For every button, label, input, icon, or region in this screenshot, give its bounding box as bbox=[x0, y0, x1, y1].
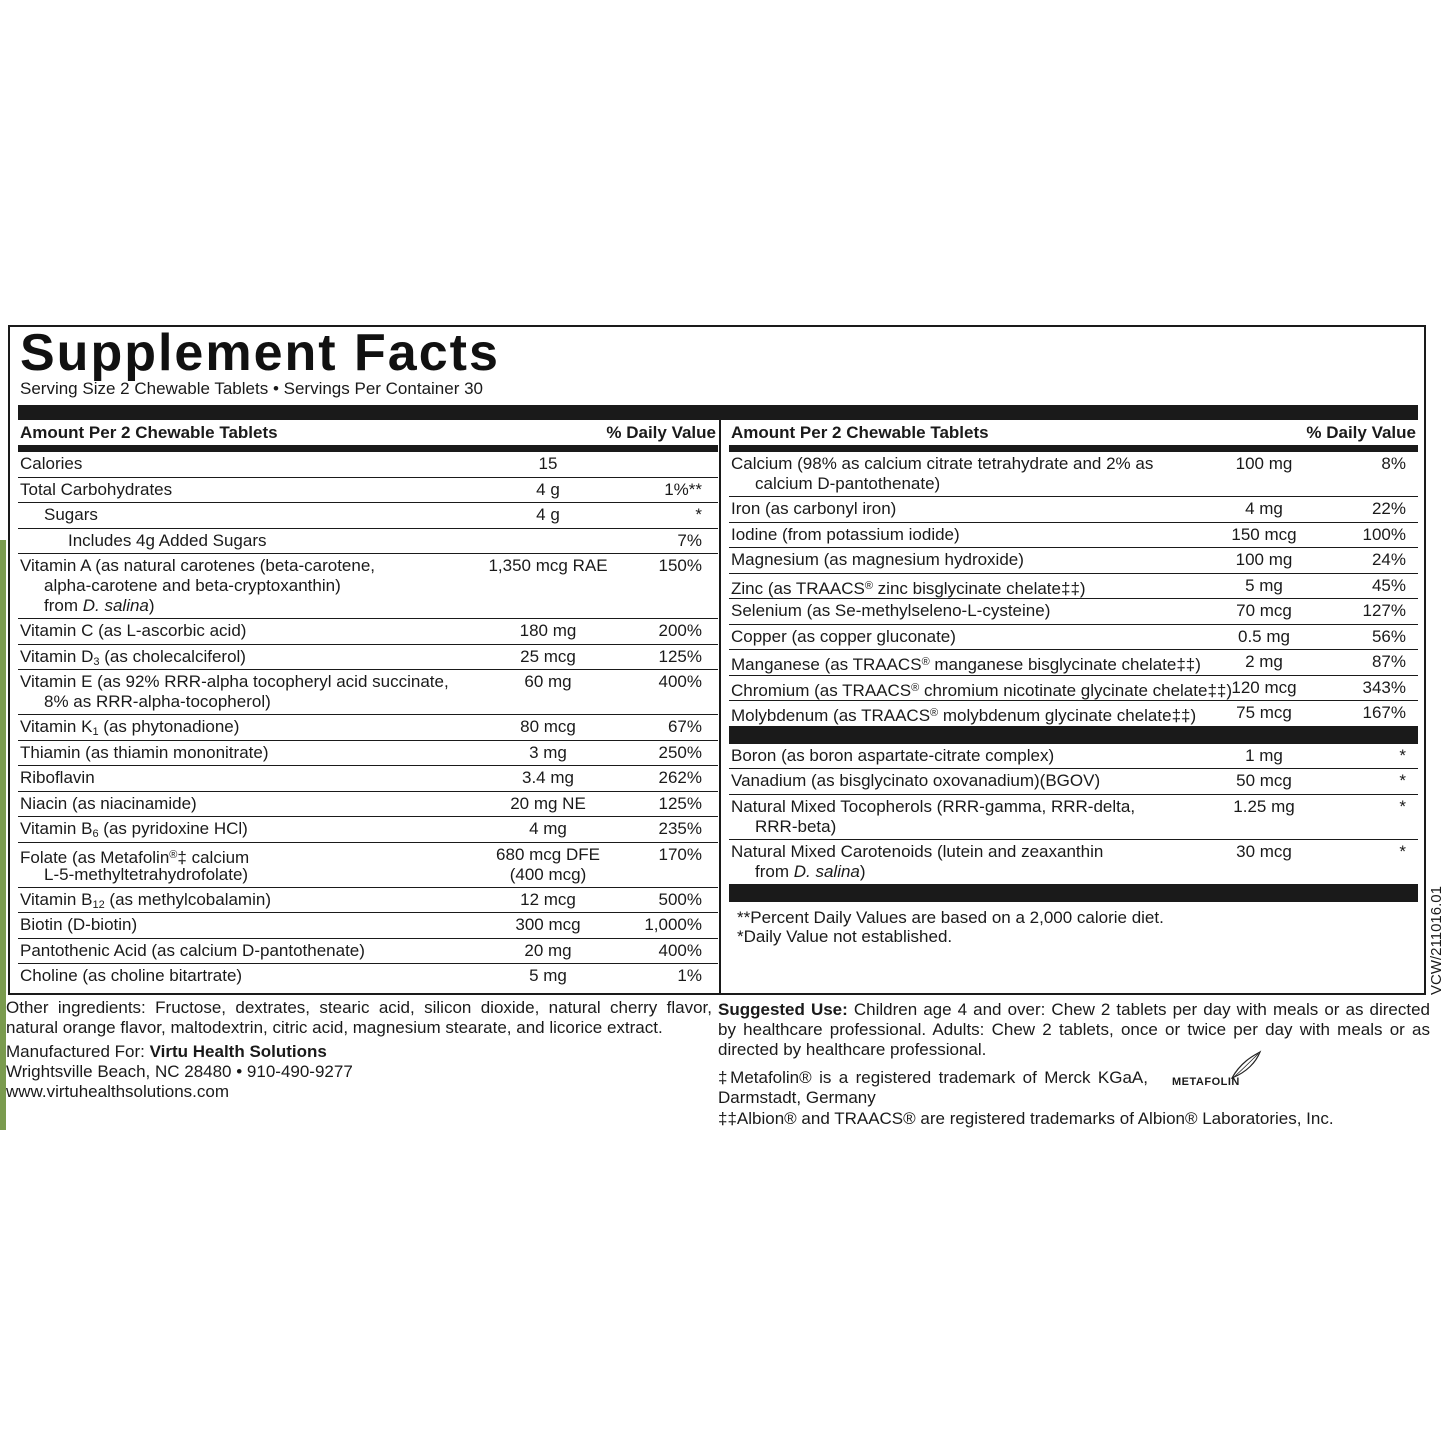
nutrient-amount: 80 mcg bbox=[520, 717, 576, 736]
nutrient-dv: 400% bbox=[658, 940, 702, 960]
nutrient-row bbox=[18, 939, 718, 965]
panel-title: Supplement Facts bbox=[20, 324, 500, 382]
nutrient-name: Calcium (98% as calcium citrate tetrahydrate and 2% as bbox=[731, 454, 1154, 473]
nutrient-name: Vitamin E (as 92% RRR-alpha tocopheryl acid succinate, bbox=[20, 672, 449, 691]
nutrient-row bbox=[18, 888, 718, 914]
nutrient-row bbox=[18, 478, 718, 504]
nutrient-dv: 400% bbox=[658, 672, 702, 691]
nutrient-row bbox=[18, 766, 718, 792]
nutrient-dv: 250% bbox=[658, 742, 702, 762]
nutrient-dv: * bbox=[1399, 771, 1406, 790]
nutrient-name: Iodine (from potassium iodide) bbox=[731, 524, 960, 544]
nutrient-dv: 1% bbox=[677, 966, 702, 985]
nutrient-row bbox=[18, 619, 718, 645]
nutrient-row bbox=[729, 548, 1418, 574]
manufacturer-line bbox=[6, 1042, 712, 1062]
nutrient-name: Natural Mixed Carotenoids (lutein and zeaxanthin bbox=[731, 841, 1104, 861]
nutrient-row bbox=[729, 523, 1418, 549]
address: Wrightsville Beach, NC 28480 • 910-490-9277 bbox=[6, 1062, 353, 1081]
nutrient-dv: 125% bbox=[658, 793, 702, 813]
nutrient-dv: 67% bbox=[667, 717, 702, 736]
nutrient-row bbox=[729, 497, 1418, 523]
suggested-use bbox=[718, 1000, 1430, 1060]
nutrient-amount: 120 mcg bbox=[1231, 677, 1297, 697]
website: www.virtuhealthsolutions.com bbox=[6, 1082, 229, 1101]
nutrient-name: Iron (as carbonyl iron) bbox=[731, 499, 897, 518]
nutrient-dv: * bbox=[695, 505, 702, 524]
nutrient-name-cont: from D. salina) bbox=[44, 596, 155, 615]
nutrient-amount: 300 mcg bbox=[515, 915, 581, 934]
nutrient-amount: 100 mg bbox=[1235, 550, 1293, 569]
top-divider-bar bbox=[18, 405, 1418, 420]
nutrient-amount: 3 mg bbox=[529, 742, 567, 762]
column-divider bbox=[719, 420, 721, 993]
mid-divider-bar bbox=[729, 727, 1418, 744]
nutrient-name: Copper (as copper gluconate) bbox=[731, 626, 956, 646]
nutrient-name: Selenium (as Se-methylseleno-L-cysteine) bbox=[731, 601, 1051, 620]
nutrient-name: Total Carbohydrates bbox=[20, 479, 173, 499]
nutrient-name: Vitamin $D_3$ (as cholecalciferol) bbox=[20, 646, 246, 668]
nutrient-dv: 45% bbox=[1371, 575, 1406, 595]
nutrient-row bbox=[729, 650, 1418, 676]
nutrient-name: Manganese (as TRAACS® manganese bisglycinate chelate‡‡) bbox=[731, 655, 1201, 674]
nutrient-name-cont: calcium D-pantothenate) bbox=[755, 474, 941, 493]
nutrient-amount: 4 g bbox=[536, 479, 560, 499]
nutrient-amount: 20 mg NE bbox=[510, 793, 586, 813]
nutrient-name: Sugars bbox=[44, 505, 98, 524]
footnote-not-established: *Daily Value not established. bbox=[737, 926, 953, 946]
nutrient-name: Calories bbox=[20, 454, 83, 473]
nutrient-name: Riboflavin bbox=[20, 768, 95, 787]
vertical-code: VCW/211016.01 bbox=[1428, 886, 1445, 995]
right-column bbox=[729, 420, 1418, 952]
nutrient-amount: 180 mg bbox=[519, 621, 577, 640]
nutrient-amount: 1,350 mcg RAE bbox=[488, 556, 608, 575]
nutrient-amount: 680 mcg DFE bbox=[496, 844, 600, 864]
nutrient-row bbox=[729, 701, 1418, 727]
suggested-label: Suggested Use: bbox=[718, 1000, 848, 1019]
nutrient-dv: 1%** bbox=[664, 479, 702, 499]
bottom-divider-bar bbox=[729, 885, 1418, 902]
suggested-text: Children age 4 and over: Chew 2 tablets per day with meals or as directed by healthcare professional. Adults: Chew 2 tablets, once or twice per day with meals or as directed by healthcare professional. bbox=[718, 1000, 1430, 1059]
usage-block bbox=[718, 1000, 1430, 1129]
nutrient-name: Vitamin C (as L-ascorbic acid) bbox=[20, 621, 247, 640]
nutrient-name: Biotin (D-biotin) bbox=[20, 915, 138, 934]
nutrient-amount: 70 mcg bbox=[1236, 601, 1292, 620]
nutrient-dv: 125% bbox=[658, 646, 702, 666]
nutrient-name: Thiamin (as thiamin mononitrate) bbox=[20, 742, 269, 762]
nutrient-name: Choline (as choline bitartrate) bbox=[20, 966, 243, 985]
nutrient-row bbox=[18, 554, 718, 619]
nutrient-name: Molybdenum (as TRAACS® molybdenum glycinate chelate‡‡) bbox=[731, 706, 1197, 725]
nutrient-row bbox=[729, 769, 1418, 795]
nutrient-dv: 167% bbox=[1362, 703, 1406, 722]
nutrient-row bbox=[18, 645, 718, 671]
left-column bbox=[18, 420, 718, 990]
metafolin-logo bbox=[1172, 1050, 1272, 1096]
serving-info: Serving Size 2 Chewable Tablets • Servings Per Container 30 bbox=[20, 379, 484, 398]
dv-header: % Daily Value bbox=[606, 422, 716, 442]
nutrient-name: Vitamin $B_{12}$ (as methylcobalamin) bbox=[20, 889, 271, 911]
nutrient-amount: 3.4 mg bbox=[522, 768, 574, 787]
nutrient-row bbox=[18, 817, 718, 843]
nutrient-dv: 87% bbox=[1371, 652, 1406, 671]
nutrient-amount: 4 g bbox=[536, 505, 560, 524]
nutrient-dv: 1,000% bbox=[644, 915, 702, 934]
nutrient-row bbox=[729, 676, 1418, 702]
nutrient-amount: 1 mg bbox=[1245, 745, 1283, 765]
nutrient-name-cont: 8% as RRR-alpha-tocopherol) bbox=[44, 692, 271, 711]
nutrient-name: Chromium (as TRAACS® chromium nicotinate glycinate chelate‡‡) bbox=[731, 680, 1233, 700]
footnote-dv: **Percent Daily Values are based on a 2,000 calorie diet. bbox=[737, 907, 1164, 927]
nutrient-row bbox=[729, 795, 1418, 840]
other-ingredients: Other ingredients: Fructose, dextrates, stearic acid, silicon dioxide, natural cherry flavor, natural orange flavor, maltodextrin, citric acid, magnesium stearate, and licorice extract. bbox=[6, 998, 712, 1037]
nutrient-amount: 2 mg bbox=[1245, 652, 1283, 671]
nutrient-name: Folate (as Metafolin®‡ calcium bbox=[20, 847, 250, 867]
nutrient-dv: * bbox=[1399, 841, 1406, 861]
nutrient-row bbox=[729, 452, 1418, 497]
footnotes bbox=[729, 902, 1418, 952]
nutrient-amount: 1.25 mg bbox=[1233, 796, 1295, 816]
nutrient-row bbox=[18, 452, 718, 478]
nutrient-row bbox=[18, 792, 718, 818]
nutrient-dv: 170% bbox=[658, 844, 702, 864]
nutrient-row bbox=[18, 529, 718, 555]
nutrient-row bbox=[18, 913, 718, 939]
nutrient-amount: 20 mg bbox=[524, 940, 572, 960]
nutrient-amount: 4 mg bbox=[529, 819, 567, 838]
nutrient-amount: 75 mcg bbox=[1236, 703, 1292, 722]
nutrient-amount: 150 mcg bbox=[1231, 524, 1297, 544]
manufacturer-name: Virtu Health Solutions bbox=[149, 1042, 327, 1061]
nutrient-row bbox=[18, 843, 718, 888]
nutrient-dv: 343% bbox=[1362, 677, 1406, 697]
nutrient-name-cont: RRR-beta) bbox=[755, 816, 837, 836]
nutrient-row bbox=[729, 599, 1418, 625]
nutrient-dv: 127% bbox=[1362, 601, 1406, 620]
nutrient-amount: 4 mg bbox=[1245, 499, 1283, 518]
right-header bbox=[729, 420, 1418, 452]
nutrient-dv: 500% bbox=[658, 889, 702, 909]
nutrient-dv: 100% bbox=[1362, 524, 1406, 544]
nutrient-amount: 5 mg bbox=[1245, 575, 1283, 595]
nutrient-name-cont: L-5-methyltetrahydrofolate) bbox=[44, 864, 249, 884]
nutrient-row bbox=[18, 670, 718, 715]
nutrient-row bbox=[729, 625, 1418, 651]
dv-header: % Daily Value bbox=[1306, 422, 1416, 442]
nutrient-dv: 8% bbox=[1381, 454, 1406, 473]
nutrient-amount: 0.5 mg bbox=[1238, 626, 1290, 646]
nutrient-dv: * bbox=[1399, 745, 1406, 765]
nutrient-name: Pantothenic Acid (as calcium D-pantothenate) bbox=[20, 940, 365, 960]
nutrient-dv: 22% bbox=[1371, 499, 1406, 518]
nutrient-name: Niacin (as niacinamide) bbox=[20, 793, 197, 813]
nutrient-row bbox=[18, 741, 718, 767]
nutrient-amount: 25 mcg bbox=[520, 646, 576, 666]
nutrient-amount-cont: (400 mcg) bbox=[509, 864, 587, 884]
nutrient-name: Includes 4g Added Sugars bbox=[68, 530, 267, 550]
nutrient-dv: 7% bbox=[677, 530, 702, 550]
albion-note: ‡‡Albion® and TRAACS® are registered trademarks of Albion® Laboratories, Inc. bbox=[718, 1109, 1334, 1128]
nutrient-amount: 12 mcg bbox=[520, 889, 576, 909]
nutrient-amount: 5 mg bbox=[529, 966, 567, 985]
supplement-facts-panel bbox=[8, 325, 1426, 995]
logo-text: METAFOLIN bbox=[1172, 1076, 1240, 1088]
nutrient-row bbox=[729, 574, 1418, 600]
nutrient-dv: 235% bbox=[658, 819, 702, 838]
left-header bbox=[18, 420, 718, 452]
amount-header: Amount Per 2 Chewable Tablets bbox=[20, 422, 278, 442]
nutrient-dv: 24% bbox=[1371, 550, 1406, 569]
nutrient-name: Natural Mixed Tocopherols (RRR-gamma, RRR-delta, bbox=[731, 796, 1136, 816]
nutrient-row bbox=[18, 964, 718, 990]
ingredients-block bbox=[6, 998, 712, 1102]
nutrient-name-cont: from D. salina) bbox=[755, 861, 866, 881]
nutrient-dv: 262% bbox=[658, 768, 702, 787]
nutrient-amount: 30 mcg bbox=[1236, 841, 1292, 861]
nutrient-dv: 200% bbox=[658, 621, 702, 640]
nutrient-amount: 15 bbox=[538, 454, 558, 473]
nutrient-row bbox=[18, 715, 718, 741]
nutrient-name: Magnesium (as magnesium hydroxide) bbox=[731, 550, 1024, 569]
nutrient-name: Vanadium (as bisglycinato oxovanadium)(BGOV) bbox=[731, 771, 1101, 790]
nutrient-row bbox=[18, 503, 718, 529]
nutrient-amount: 100 mg bbox=[1235, 454, 1293, 473]
nutrient-name: Boron (as boron aspartate-citrate complex) bbox=[731, 745, 1055, 765]
nutrient-amount: 50 mcg bbox=[1236, 771, 1292, 790]
nutrient-amount: 60 mg bbox=[524, 672, 572, 691]
nutrient-name: Vitamin $B_6$ (as pyridoxine HCl) bbox=[20, 819, 248, 840]
manufactured-label: Manufactured For: bbox=[6, 1042, 150, 1061]
nutrient-name: Zinc (as TRAACS® zinc bisglycinate chelate‡‡) bbox=[731, 578, 1086, 598]
nutrient-row bbox=[729, 840, 1418, 885]
nutrient-dv: * bbox=[1399, 796, 1406, 816]
nutrient-name: Vitamin $K_1$ (as phytonadione) bbox=[20, 717, 240, 738]
nutrient-name: Vitamin A (as natural carotenes (beta-carotene, bbox=[20, 556, 375, 575]
nutrient-row bbox=[729, 744, 1418, 770]
nutrient-name-cont: alpha-carotene and beta-cryptoxanthin) bbox=[44, 576, 341, 595]
nutrient-dv: 56% bbox=[1371, 626, 1406, 646]
amount-header: Amount Per 2 Chewable Tablets bbox=[731, 422, 989, 442]
metafolin-note: ‡Metafolin® is a registered trademark of Merck KGaA, Darmstadt, Germany bbox=[718, 1068, 1148, 1107]
nutrient-dv: 150% bbox=[658, 556, 702, 575]
